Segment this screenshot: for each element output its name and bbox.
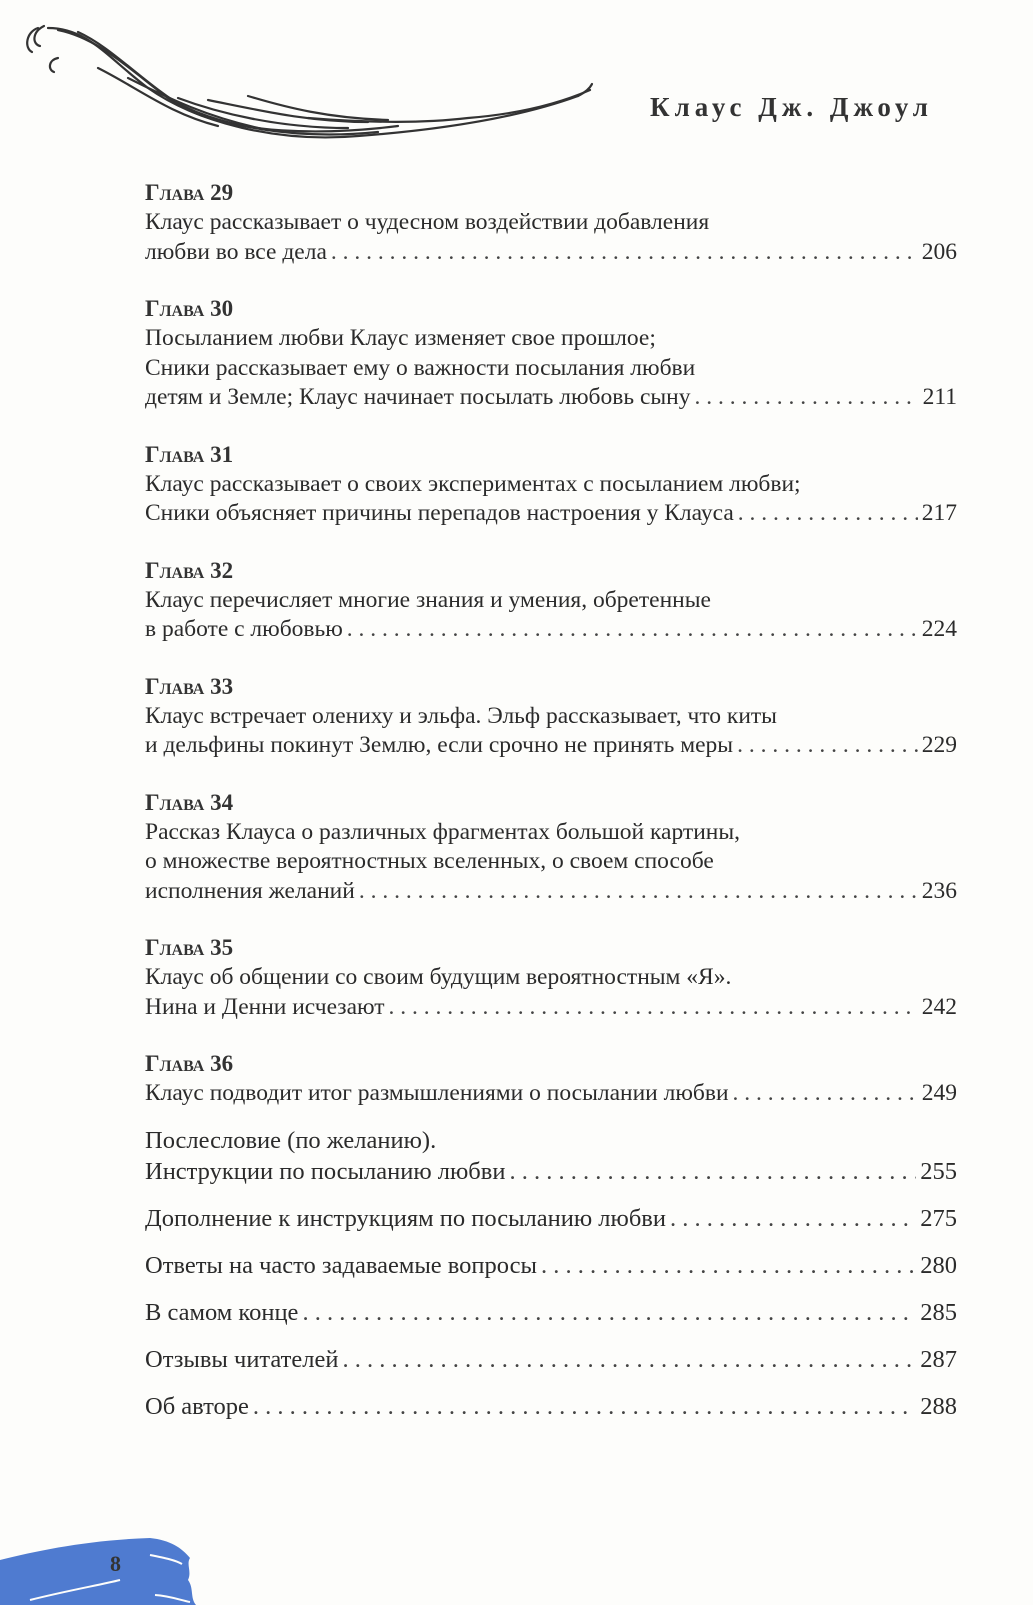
- toc-entry: [145, 1203, 957, 1234]
- toc-chapter-35[interactable]: [145, 933, 957, 1022]
- toc-entry: [145, 615, 957, 645]
- entry-title: Отзывы читателей: [145, 1345, 339, 1373]
- dot-leader: [670, 1203, 916, 1234]
- toc-entry: [145, 1391, 957, 1422]
- toc-entry: [145, 1156, 957, 1187]
- page-number: 275: [920, 1204, 957, 1232]
- chapter-description-line: любви во все дела: [145, 238, 327, 265]
- toc-entry-supplement[interactable]: [145, 1203, 957, 1234]
- page-number: 288: [920, 1392, 957, 1420]
- entry-line: Послесловие (по желанию).: [145, 1126, 437, 1154]
- toc-chapter-33[interactable]: [145, 672, 957, 761]
- toc-chapter-29[interactable]: [145, 178, 957, 267]
- toc-chapter-30[interactable]: [145, 294, 957, 413]
- page-number: 242: [921, 993, 957, 1020]
- toc-entry: [145, 1250, 957, 1281]
- dot-leader: [302, 1297, 916, 1328]
- dot-leader: [733, 1079, 918, 1109]
- toc-chapter-34[interactable]: [145, 788, 957, 907]
- chapter-title: Глава 31: [145, 441, 234, 467]
- page-number: 285: [920, 1298, 957, 1326]
- chapter-description-line: детям и Земле; Клаус начинает посылать любовь сыну: [145, 384, 691, 410]
- entry-title: Ответы на часто задаваемые вопросы: [145, 1251, 537, 1279]
- chapter-title: Глава 30: [145, 296, 234, 321]
- chapter-description-line: Клаус об общении со своим будущим вероятностным «Я».: [145, 964, 732, 990]
- toc-entry-faq[interactable]: [145, 1250, 957, 1281]
- toc-entry-afterword[interactable]: [145, 1125, 957, 1187]
- chapter-description-line: Клаус рассказывает о своих экспериментах с посыланием любви;: [145, 470, 801, 497]
- toc-back-matter: [145, 1125, 957, 1422]
- chapter-title: Глава 36: [145, 1051, 234, 1076]
- entry-title: Об авторе: [145, 1392, 249, 1420]
- page-number: 287: [920, 1345, 957, 1373]
- toc-entry: [145, 993, 957, 1023]
- dot-leader: [389, 993, 918, 1023]
- page-number: 224: [921, 616, 957, 642]
- chapter-description-line: Посыланием любви Клаус изменяет свое прошлое;: [145, 325, 656, 351]
- page-number: 249: [921, 1080, 957, 1106]
- chapter-description-line: Клаус перечисляет многие знания и умения, обретенные: [145, 586, 711, 613]
- chapter-title: Глава 32: [145, 557, 234, 583]
- toc-chapter-36[interactable]: [145, 1049, 957, 1109]
- chapter-description-line: исполнения желаний: [145, 877, 355, 904]
- toc-entry-about-author[interactable]: [145, 1391, 957, 1422]
- brush-stroke-icon: [0, 1530, 200, 1605]
- toc-entry: [145, 877, 957, 907]
- dot-leader: [253, 1391, 916, 1422]
- chapter-title: Глава 35: [145, 935, 234, 960]
- entry-title: В самом конце: [145, 1298, 299, 1326]
- chapter-description-line: Сники объясняет причины перепадов настроения у Клауса: [145, 500, 734, 526]
- toc-entry: [145, 499, 957, 529]
- running-header-author: Клаус Дж. Джоул: [650, 92, 933, 122]
- page-number: 229: [921, 732, 957, 758]
- dot-leader: [342, 1344, 916, 1375]
- chapter-description-line: Клаус встречает олениху и эльфа. Эльф рассказывает, что киты: [145, 702, 777, 729]
- chapter-description-line: и дельфины покинут Землю, если срочно не принять меры: [145, 732, 734, 758]
- entry-title: Дополнение к инструкциям по посыланию любви: [145, 1204, 666, 1232]
- page-number: 236: [921, 877, 957, 904]
- dot-leader: [738, 499, 918, 529]
- chapter-description-line: Клаус рассказывает о чудесном воздействии добавления: [145, 209, 710, 235]
- dot-leader: [695, 383, 919, 413]
- page-number-footer: 8: [110, 1551, 121, 1576]
- chapter-description-line: Нина и Денни исчезают: [145, 993, 385, 1020]
- toc-chapter-32[interactable]: [145, 556, 957, 645]
- toc-entry: [145, 1297, 957, 1328]
- chapter-description-line: Рассказ Клауса о различных фрагментах большой картины,: [145, 818, 741, 845]
- chapter-description-line: Клаус подводит итог размышлениями о посылании любви: [145, 1080, 729, 1106]
- chapter-description-line: в работе с любовью: [145, 616, 343, 642]
- toc-entry: [145, 731, 957, 761]
- page-number: 211: [922, 384, 957, 410]
- toc-entry-at-the-end[interactable]: [145, 1297, 957, 1328]
- page-number: 206: [921, 238, 957, 265]
- dot-leader: [737, 731, 918, 761]
- dot-leader: [541, 1250, 916, 1281]
- page-number: 255: [920, 1157, 957, 1185]
- toc-entry-reader-reviews[interactable]: [145, 1344, 957, 1375]
- dot-leader: [347, 615, 918, 645]
- dot-leader: [359, 877, 918, 907]
- chapter-title: Глава 34: [145, 789, 234, 815]
- chapter-title: Глава 33: [145, 673, 234, 699]
- dot-leader: [331, 238, 918, 268]
- chapter-description-line: о множестве вероятностных вселенных, о своем способе: [145, 848, 714, 874]
- feather-ornament-icon: [18, 18, 608, 143]
- toc-chapter-31[interactable]: [145, 440, 957, 529]
- chapter-description-line: Сники рассказывает ему о важности посылания любви: [145, 354, 696, 381]
- toc-entry: [145, 1344, 957, 1375]
- chapter-title: Глава 29: [145, 180, 234, 205]
- toc-entry: [145, 238, 957, 268]
- toc-entry: [145, 383, 957, 413]
- entry-title: Инструкции по посыланию любви: [145, 1157, 506, 1185]
- toc-entry: [145, 1079, 957, 1109]
- table-of-contents: [145, 178, 957, 1438]
- dot-leader: [509, 1156, 916, 1187]
- page-number: 217: [921, 500, 957, 526]
- page-number: 280: [920, 1251, 957, 1279]
